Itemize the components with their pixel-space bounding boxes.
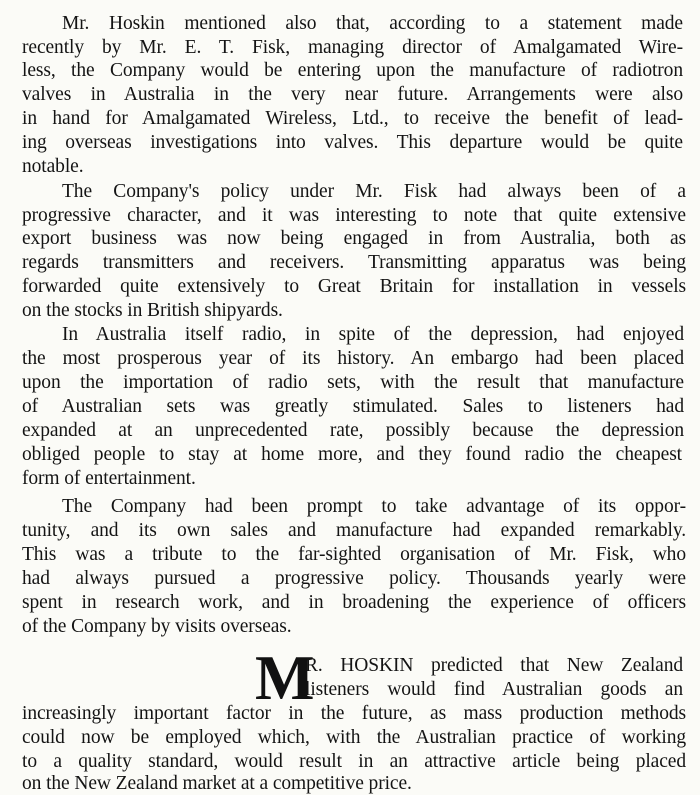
text-line: of the Company by visits overseas.	[22, 616, 292, 637]
text-line: form of entertainment.	[22, 468, 196, 489]
text-line: had always pursued a progressive policy. Thousands yearly were	[22, 568, 686, 589]
text-line: valves in Australia in the very near future. Arrangements were also	[22, 84, 683, 105]
text-line: expanded at an unprecedented rate, possibly because the depression	[22, 420, 684, 441]
text-line: less, the Company would be entering upon the manufacture of radiotron	[22, 60, 683, 81]
text-line: tunity, and its own sales and manufacture had expanded remarkably.	[22, 520, 686, 541]
text-line: the most prosperous year of its history. An embargo had been placed	[22, 348, 684, 369]
text-line: upon the importation of radio sets, with the result that manufacture	[22, 372, 684, 393]
text-line: The Company's policy under Mr. Fisk had always been of a	[62, 181, 686, 202]
text-line: recently by Mr. E. T. Fisk, managing director of Amalgamated Wire-	[22, 37, 683, 58]
text-line: obliged people to stay at home more, and they found radio the cheapest	[22, 444, 682, 465]
text-line: forwarded quite extensively to Great Britain for installation in vessels	[22, 276, 686, 297]
text-line: to a quality standard, would result in an attractive article being placed	[22, 751, 686, 772]
text-line: This was a tribute to the far-sighted organisation of Mr. Fisk, who	[22, 544, 686, 565]
text-line: of Australian sets was greatly stimulated. Sales to listeners had	[22, 396, 684, 417]
text-line: regards transmitters and receivers. Transmitting apparatus was being	[22, 252, 686, 273]
text-line: progressive character, and it was interesting to note that quite extensive	[22, 205, 686, 226]
drop-cap: M	[255, 643, 314, 713]
text-line: in hand for Amalgamated Wireless, Ltd., to receive the benefit of lead-	[22, 108, 683, 129]
text-line: export business was now being engaged in from Australia, both as	[22, 228, 686, 249]
text-line: R. HOSKIN predicted that New Zealand	[305, 655, 683, 676]
text-line: notable.	[22, 156, 84, 177]
text-line: spent in research work, and in broadening the experience of officers	[22, 592, 686, 613]
text-line: on the stocks in British shipyards.	[22, 300, 283, 321]
text-line: The Company had been prompt to take advantage of its oppor-	[62, 496, 686, 517]
text-line: increasingly important factor in the future, as mass production methods	[22, 703, 686, 724]
text-line: In Australia itself radio, in spite of the depression, had enjoyed	[62, 324, 684, 345]
text-line: listeners would find Australian goods an	[305, 679, 683, 700]
text-line: could now be employed which, with the Australian practice of working	[22, 727, 686, 748]
text-line: ing overseas investigations into valves. This departure would be quite	[22, 132, 683, 153]
text-line: on the New Zealand market at a competitive price.	[22, 773, 412, 794]
text-line: Mr. Hoskin mentioned also that, according to a statement made	[62, 13, 683, 34]
